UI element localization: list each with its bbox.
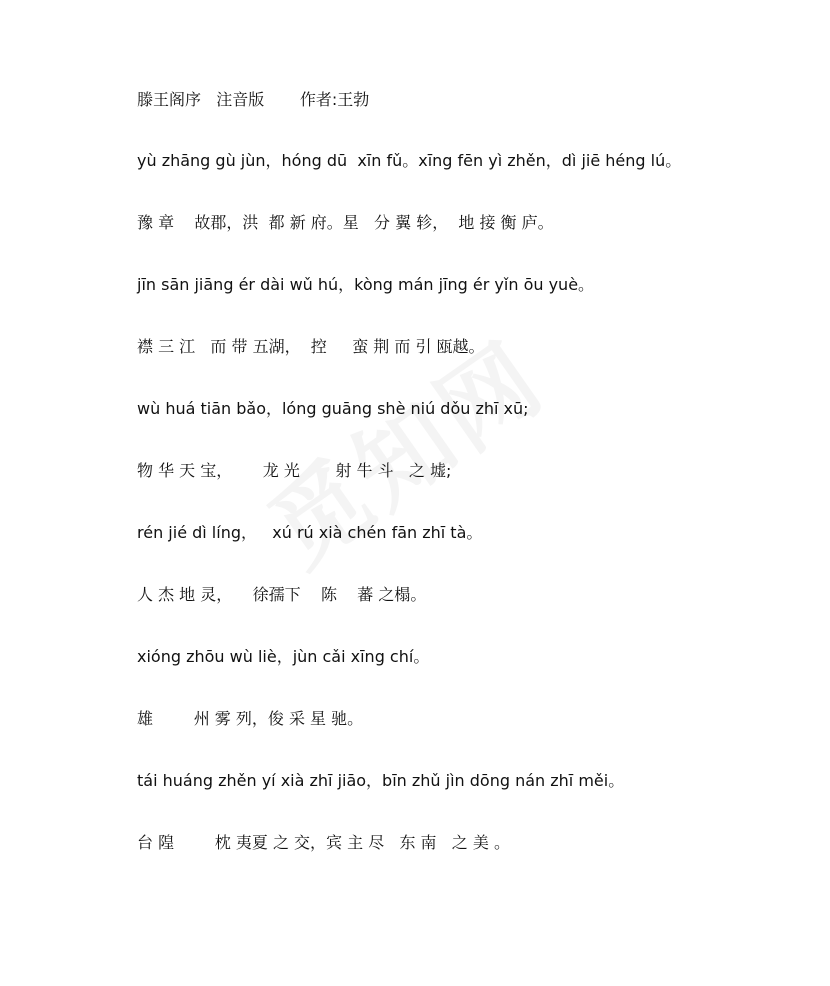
hanzi-line-1: 豫 章 故郡，洪 都 新 府。星 分 翼 轸， 地 接 衡 庐。 xyxy=(137,213,554,232)
hanzi-line-6: 台 隍 枕 夷夏 之 交，宾 主 尽 东 南 之 美 。 xyxy=(137,833,510,852)
pinyin-line-2: jīn sān jiāng ér dài wǔ hú，kòng mán jīng ér yǐn ōu yuè。 xyxy=(137,275,595,294)
pinyin-line-4: rén jié dì líng， xú rú xià chén fān zhī tà。 xyxy=(137,523,483,542)
pinyin-line-1: yù zhāng gù jùn，hóng dū xīn fǔ。xīng fēn yì zhěn，dì jiē héng lú。 xyxy=(137,151,682,170)
pinyin-line-5: xióng zhōu wù liè，jùn cǎi xīng chí。 xyxy=(137,647,430,666)
hanzi-line-2: 襟 三 江 而 带 五湖， 控 蛮 荆 而 引 瓯越。 xyxy=(137,337,485,356)
hanzi-line-5: 雄 州 雾 列，俊 采 星 驰。 xyxy=(137,709,364,728)
pinyin-line-6: tái huáng zhěn yí xià zhī jiāo，bīn zhǔ jìn dōng nán zhī měi。 xyxy=(137,771,625,790)
hanzi-line-4: 人 杰 地 灵， 徐孺下 陈 蕃 之榻。 xyxy=(137,585,427,604)
hanzi-line-3: 物 华 天 宝， 龙 光 射 牛 斗 之 墟; xyxy=(137,461,452,480)
pinyin-line-3: wù huá tiān bǎo，lóng guāng shè niú dǒu zhī xū; xyxy=(137,399,529,418)
document-title: 滕王阁序 注音版 作者:王勃 xyxy=(137,90,370,109)
